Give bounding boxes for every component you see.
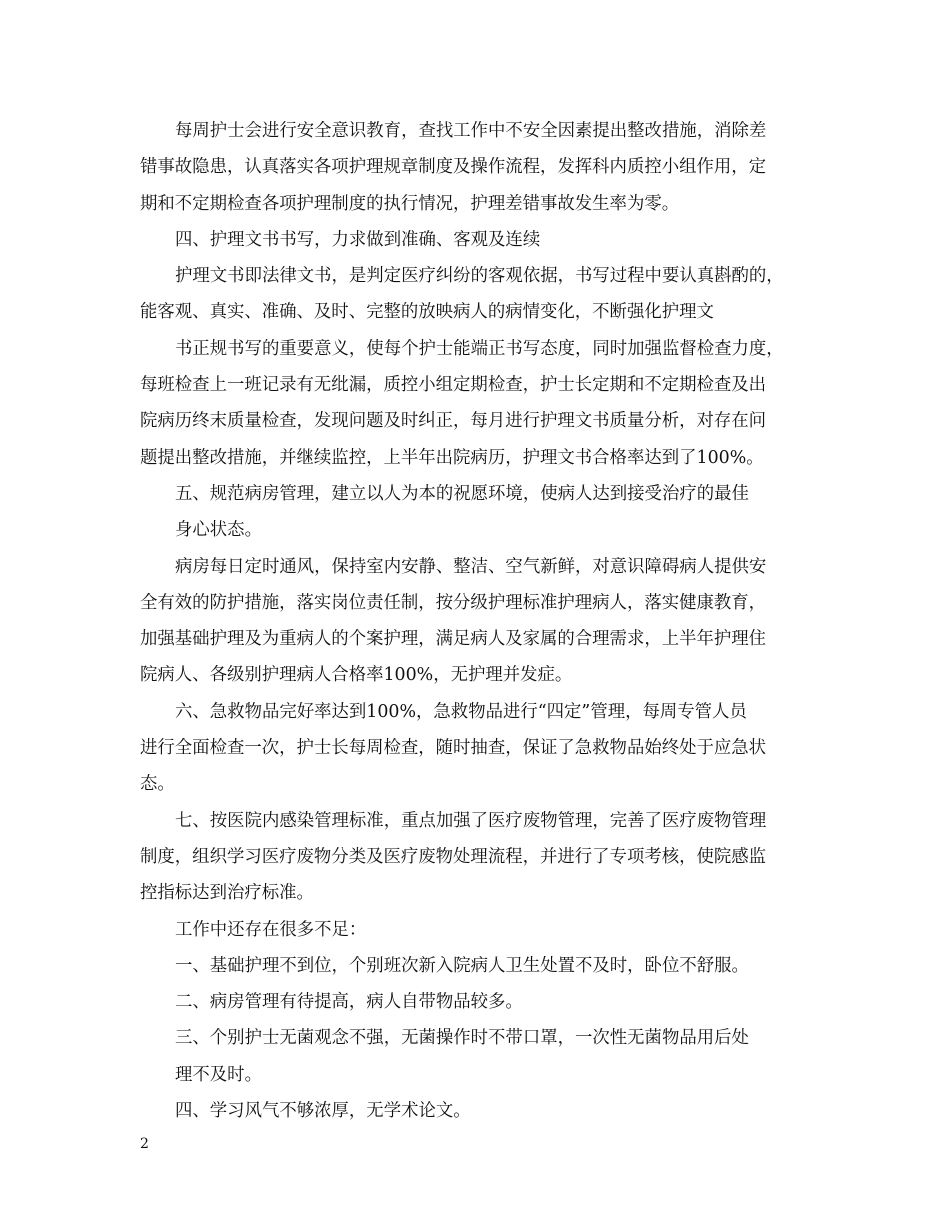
paragraph-line: 进行全面检查一次，护士长每周检查，随时抽查，保证了急救物品始终处于应急状: [140, 738, 767, 759]
paragraph-line: 病房每日定时通风，保持室内安静、整洁、空气新鲜，对意识障碍病人提供安: [175, 556, 767, 577]
list-item: 理不及时。: [175, 1064, 262, 1085]
paragraph-line: 书正规书写的重要意义，使每个护士能端正书写态度，同时加强监督检查力度，: [175, 338, 784, 359]
list-item: 三、个别护士无菌观念不强，无菌操作时不带口罩，一次性无菌物品用后处: [175, 1028, 749, 1049]
paragraph-line: 控指标达到治疗标准。: [140, 883, 314, 904]
paragraph-line: 护理文书即法律文书，是判定医疗纠纷的客观依据，书写过程中要认真斟酌的，: [175, 266, 784, 287]
paragraph-line: 期和不定期检查各项护理制度的执行情况，护理差错事故发生率为零。: [140, 193, 680, 214]
paragraph-line: 每班检查上一班记录有无纰漏，质控小组定期检查，护士长定期和不定期检查及出: [140, 375, 767, 396]
section-heading: 七、按医院内感染管理标准，重点加强了医疗废物管理，完善了医疗废物管理: [175, 810, 767, 831]
section-heading: 身心状态。: [175, 520, 262, 541]
paragraph-line: 工作中还存在很多不足：: [175, 919, 367, 940]
section-heading: 五、规范病房管理，建立以人为本的祝愿环境，使病人达到接受治疗的最佳: [175, 483, 749, 504]
paragraph-line: 全有效的防护措施，落实岗位责任制，按分级护理标准护理病人，落实健康教育，: [140, 592, 767, 613]
paragraph-line: 制度，组织学习医疗废物分类及医疗废物处理流程，并进行了专项考核，使院感监: [140, 846, 767, 867]
paragraph-line: 每周护士会进行安全意识教育，查找工作中不安全因素提出整改措施，消除差: [175, 121, 767, 141]
paragraph-line: 能客观、真实、准确、及时、完整的放映病人的病情变化，不断强化护理文: [140, 302, 714, 323]
paragraph-line: 院病人、各级别护理病人合格率100%，无护理并发症。: [140, 665, 573, 686]
section-heading: 六、急救物品完好率达到100%，急救物品进行“四定”管理，每周专管人员: [175, 701, 747, 722]
paragraph-line: 题提出整改措施，并继续监控，上半年出院病历，护理文书合格率达到了100%。: [140, 447, 764, 468]
list-item: 一、基础护理不到位，个别班次新入院病人卫生处置不及时，卧位不舒服。: [175, 955, 749, 976]
paragraph-line: 态。: [140, 774, 175, 795]
paragraph-line: 加强基础护理及为重病人的个案护理，满足病人及家属的合理需求，上半年护理住: [140, 629, 767, 650]
list-item: 二、病房管理有待提高，病人自带物品较多。: [175, 992, 523, 1013]
section-heading: 四、护理文书书写，力求做到准确、客观及连续: [175, 229, 541, 250]
document-body: [140, 113, 820, 1129]
list-item: 四、学习风气不够浓厚，无学术论文。: [175, 1101, 471, 1122]
paragraph-line: 错事故隐患，认真落实各项护理规章制度及操作流程，发挥科内质控小组作用，定: [140, 157, 767, 178]
page-number: 2: [140, 1136, 149, 1152]
paragraph-line: 院病历终末质量检查，发现问题及时纠正，每月进行护理文书质量分析，对存在问: [140, 411, 767, 432]
